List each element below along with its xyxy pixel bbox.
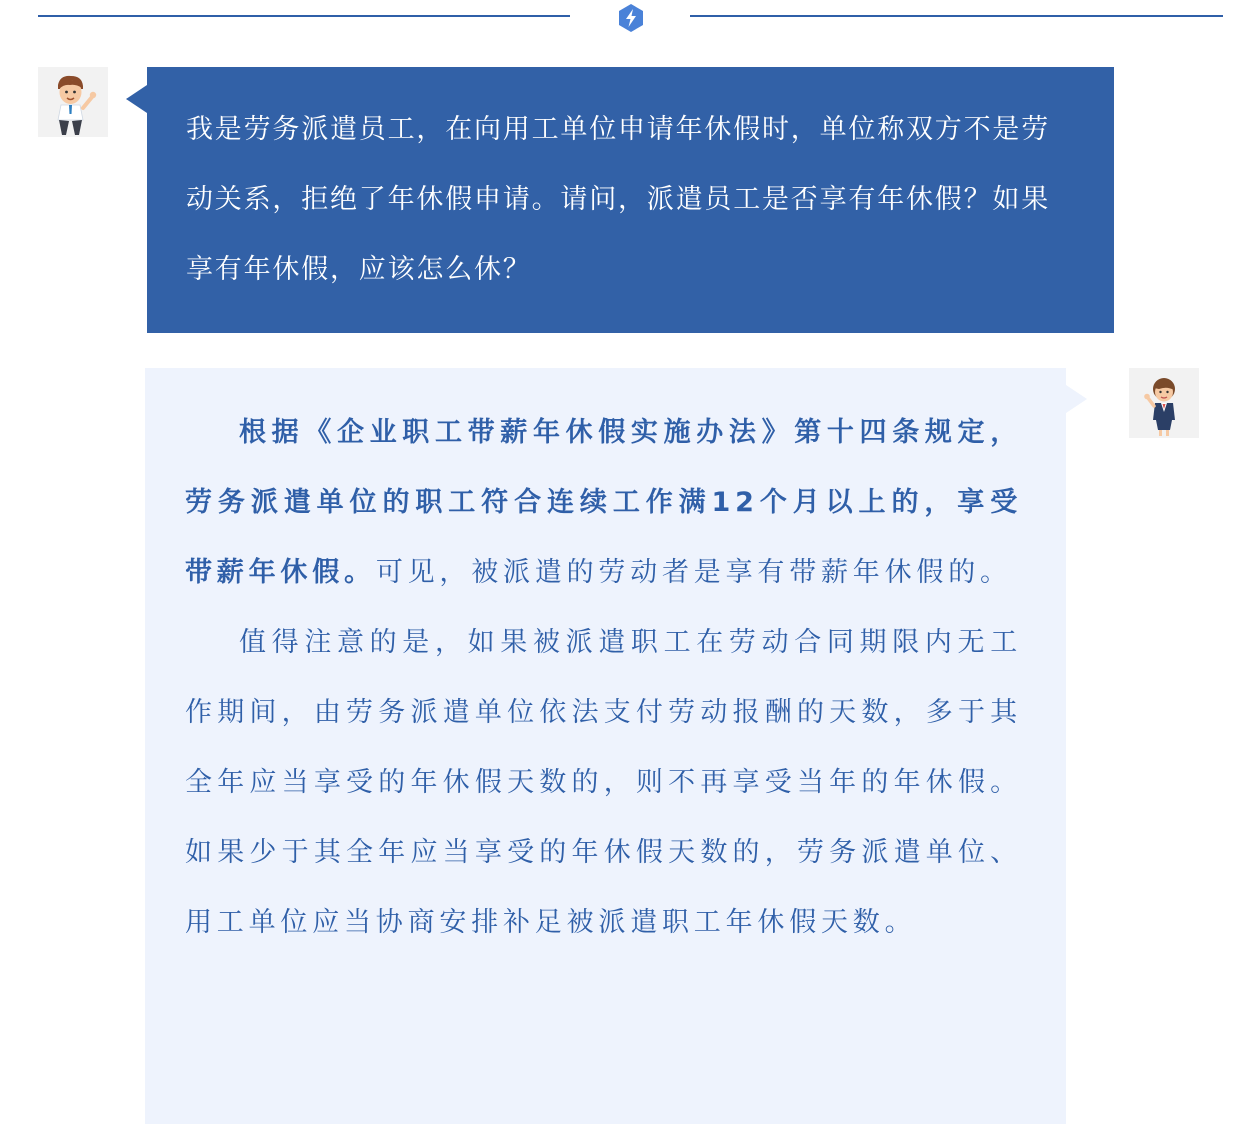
male-employee-avatar-icon: [38, 67, 108, 137]
answer-bubble: [145, 368, 1066, 1124]
top-divider-right: [690, 15, 1223, 17]
question-bubble: [147, 67, 1114, 333]
top-divider-left: [38, 15, 570, 17]
answer-conclusion: 可见，被派遣的劳动者是享有带薪年休假的。: [375, 557, 1012, 588]
answer-paragraph-2: 值得注意的是，如果被派遣职工在劳动合同期限内无工作期间，由劳务派遣单位依法支付劳动报酬的天数，多于其全年应当享受的年休假天数的，则不再享受当年的年休假。如果少于其全年应当享受的年休假天数的，劳务派遣单位、用工单位应当协商安排补足被派遣职工年休假天数。: [185, 627, 1022, 938]
female-advisor-avatar-icon: [1129, 368, 1199, 438]
lightning-bolt-icon: [615, 2, 647, 34]
answer-regulation-citation: 根据《企业职工带薪年休假实施办法》第十四条规定，劳务派遣单位的职工符合连续工作满12个月以上的，享受带薪年休假。: [185, 417, 1022, 588]
question-text: 我是劳务派遣员工，在向用工单位申请年休假时，单位称双方不是劳动关系，拒绝了年休假申请。请问，派遣员工是否享有年休假？如果享有年休假，应该怎么休？: [186, 114, 1050, 285]
answer-paragraph-1: [185, 398, 1022, 608]
